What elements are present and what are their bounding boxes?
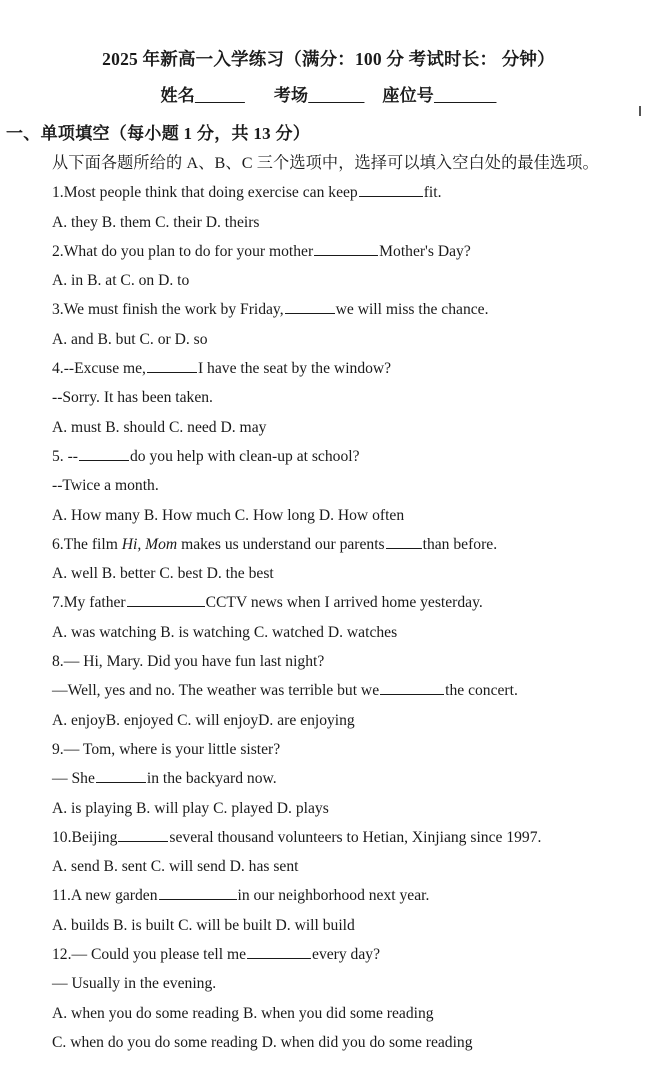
question-options: A. is playing B. will play C. played D. plays [52, 799, 329, 817]
question-options: A. in B. at C. on D. to [52, 272, 190, 290]
answer-blank [118, 827, 168, 842]
answer-blank [380, 680, 444, 695]
page-mark [639, 106, 641, 116]
dialogue-text: — She [52, 770, 95, 788]
question-options: A. they B. them C. their D. theirs [52, 213, 260, 231]
stem-text: 3.We must finish the work by Friday, [52, 301, 284, 319]
answer-blank [79, 446, 129, 461]
question-stem: 8.— Hi, Mary. Did you have fun last night? [52, 653, 325, 671]
page-title: 2025 年新高一入学练习（满分：100 分 考试时长： 分钟） [102, 49, 555, 69]
question-body [0, 149, 657, 1057]
question-options: A. enjoyB. enjoyed C. will enjoyD. are enjoying [52, 711, 355, 729]
stem-text: 5. -- [52, 447, 78, 465]
seat-label: 座位号 [382, 86, 434, 105]
question-options: A. send B. sent C. will send D. has sent [52, 858, 299, 876]
stem-text: 11.A new garden [52, 887, 158, 905]
question-options: A. How many B. How much C. How long D. How often [52, 506, 405, 524]
identification-row [0, 81, 657, 106]
question-stem [52, 442, 643, 471]
exam-room-label: 考场 [273, 86, 309, 105]
instruction-line: 从下面各题所给的 A、B、C 三个选项中，选择可以填入空白处的最佳选项。 [52, 154, 599, 172]
answer-blank [159, 885, 237, 900]
stem-text: 2.What do you plan to do for your mother [52, 242, 314, 260]
question-stem [52, 295, 643, 324]
answer-blank [285, 299, 335, 314]
question-dialogue-line [52, 764, 643, 793]
stem-text-tail: I have the seat by the window? [197, 360, 392, 378]
question-stem [52, 588, 643, 617]
title-block [0, 46, 657, 71]
exam-page [0, 46, 657, 1070]
stem-text: 12.— Could you please tell me [52, 946, 247, 964]
answer-blank [96, 768, 146, 783]
question-options: A. and B. but C. or D. so [52, 330, 208, 348]
question-stem [52, 237, 643, 266]
answer-blank [127, 592, 205, 607]
question-stem [52, 178, 643, 207]
stem-text-tail: several thousand volunteers to Hetian, Xinjiang since 1997. [169, 828, 542, 846]
stem-text-tail: Mother's Day? [379, 242, 471, 260]
question-options: A. builds B. is built C. will be built D. will build [52, 916, 355, 934]
question-dialogue-line: --Twice a month. [52, 477, 159, 495]
stem-text-tail: in our neighborhood next year. [237, 887, 430, 905]
question-dialogue-line: --Sorry. It has been taken. [52, 389, 213, 407]
answer-blank [386, 534, 422, 549]
stem-text-tail: every day? [312, 946, 380, 964]
dialogue-text-tail: in the backyard now. [146, 770, 277, 788]
question-stem [52, 354, 643, 383]
stem-text-tail: we will miss the chance. [335, 301, 489, 319]
stem-text: 10.Beijing [52, 828, 118, 846]
section-heading: 一、单项填空（每小题 1 分，共 13 分） [6, 124, 311, 143]
stem-text-tail: fit. [423, 184, 442, 202]
question-options: A. must B. should C. need D. may [52, 418, 267, 436]
question-stem [52, 881, 643, 910]
stem-text: 6.The film [52, 535, 122, 553]
seat-blank[interactable] [434, 86, 497, 105]
answer-blank [314, 241, 378, 256]
question-stem: 9.— Tom, where is your little sister? [52, 740, 281, 758]
stem-text: 7.My father [52, 594, 126, 612]
stem-text-tail: do you help with clean-up at school? [129, 447, 360, 465]
question-options: C. when do you do some reading D. when did you do some reading [52, 1033, 473, 1051]
exam-room-blank[interactable] [308, 86, 364, 105]
question-stem [52, 940, 643, 969]
name-blank[interactable] [195, 86, 245, 105]
answer-blank [147, 358, 197, 373]
stem-text-tail: CCTV news when I arrived home yesterday. [205, 594, 483, 612]
stem-text-tail: than before. [422, 535, 498, 553]
question-options: A. was watching B. is watching C. watched D. watches [52, 623, 398, 641]
question-options: A. well B. better C. best D. the best [52, 565, 274, 583]
dialogue-text: —Well, yes and no. The weather was terrible but we [52, 682, 380, 700]
question-options: A. when you do some reading B. when you did some reading [52, 1004, 434, 1022]
question-dialogue-line: — Usually in the evening. [52, 975, 217, 993]
stem-text: 4.--Excuse me, [52, 360, 146, 378]
dialogue-text-tail: the concert. [445, 682, 518, 700]
stem-film-title: Hi, Mom [121, 535, 178, 553]
answer-blank [247, 944, 311, 959]
question-stem [52, 530, 643, 559]
stem-text-mid: makes us understand our parents [177, 535, 385, 553]
question-stem [52, 823, 643, 852]
answer-blank [359, 182, 423, 197]
stem-text: 1.Most people think that doing exercise can keep [52, 184, 358, 202]
question-dialogue-line [52, 676, 643, 705]
name-label: 姓名 [160, 86, 195, 105]
